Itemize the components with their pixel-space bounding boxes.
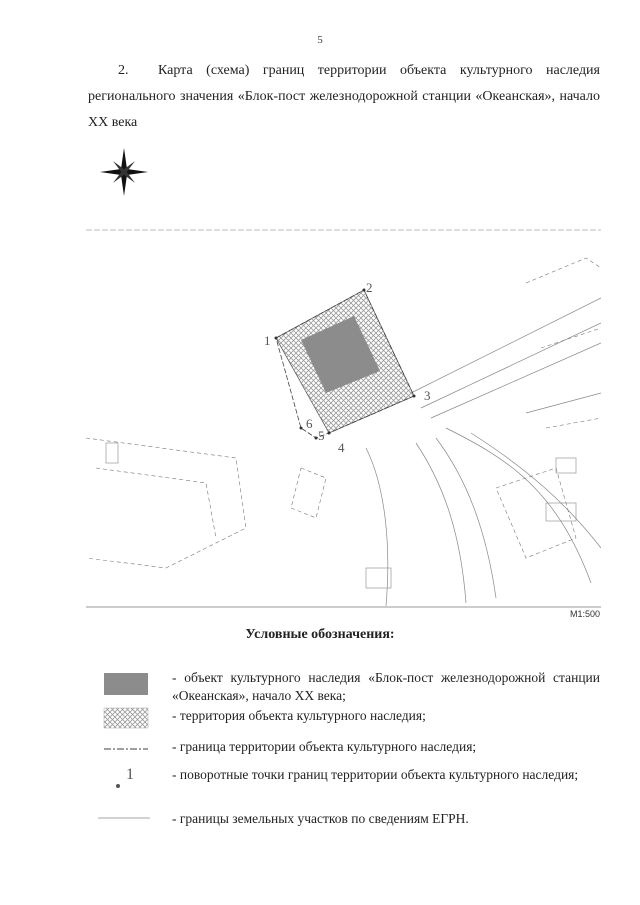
point-label-1: 1: [264, 333, 271, 348]
legend-item-territory: [90, 707, 600, 727]
turning-point-icon: [90, 766, 160, 786]
point-label-2: 2: [366, 280, 373, 295]
section-heading: [88, 58, 600, 136]
turning-point-label: 1: [126, 766, 134, 783]
point-label-4: 4: [338, 440, 345, 455]
point-label-6: 6: [306, 416, 313, 431]
point-label-3: 3: [424, 388, 431, 403]
parcel-line-icon: [90, 810, 160, 830]
legend-item-boundary: [90, 738, 600, 758]
compass-rose-icon: [98, 146, 150, 198]
legend-item-object: [90, 669, 600, 705]
map-scale: М1:500: [569, 609, 600, 619]
page-number: 5: [317, 34, 323, 46]
section-number: 2.: [118, 63, 129, 78]
road-lines: [366, 298, 601, 606]
legend-item-text: - границы земельных участков по сведениям ЕГРН.: [172, 811, 469, 826]
hatch-pattern-icon: [90, 707, 160, 727]
legend-title: Условные обозначения:: [245, 627, 395, 642]
legend-item-parcel: [90, 810, 600, 830]
building-outlines: [106, 443, 576, 588]
legend-item-text: - объект культурного наследия «Блок-пост железнодорожной станции «Океанская», начало XX века;: [172, 670, 600, 703]
legend-item-text: - поворотные точки границ территории объекта культурного наследия;: [172, 767, 579, 782]
site-map: [86, 228, 601, 608]
section-title: Карта (схема) границ территории объекта культурного наследия регионального значения «Блок-пост железнодорожной станции «Океанская», начало XX века: [88, 63, 600, 130]
dashed-line-icon: [90, 738, 160, 758]
point-label-5: 5: [318, 428, 325, 443]
legend-item-text: - граница территории объекта культурного наследия;: [172, 739, 477, 754]
legend-item-turning-point: [90, 766, 600, 786]
object-fill-icon: [90, 669, 160, 689]
legend-item-text: - территория объекта культурного наследия;: [172, 708, 426, 723]
